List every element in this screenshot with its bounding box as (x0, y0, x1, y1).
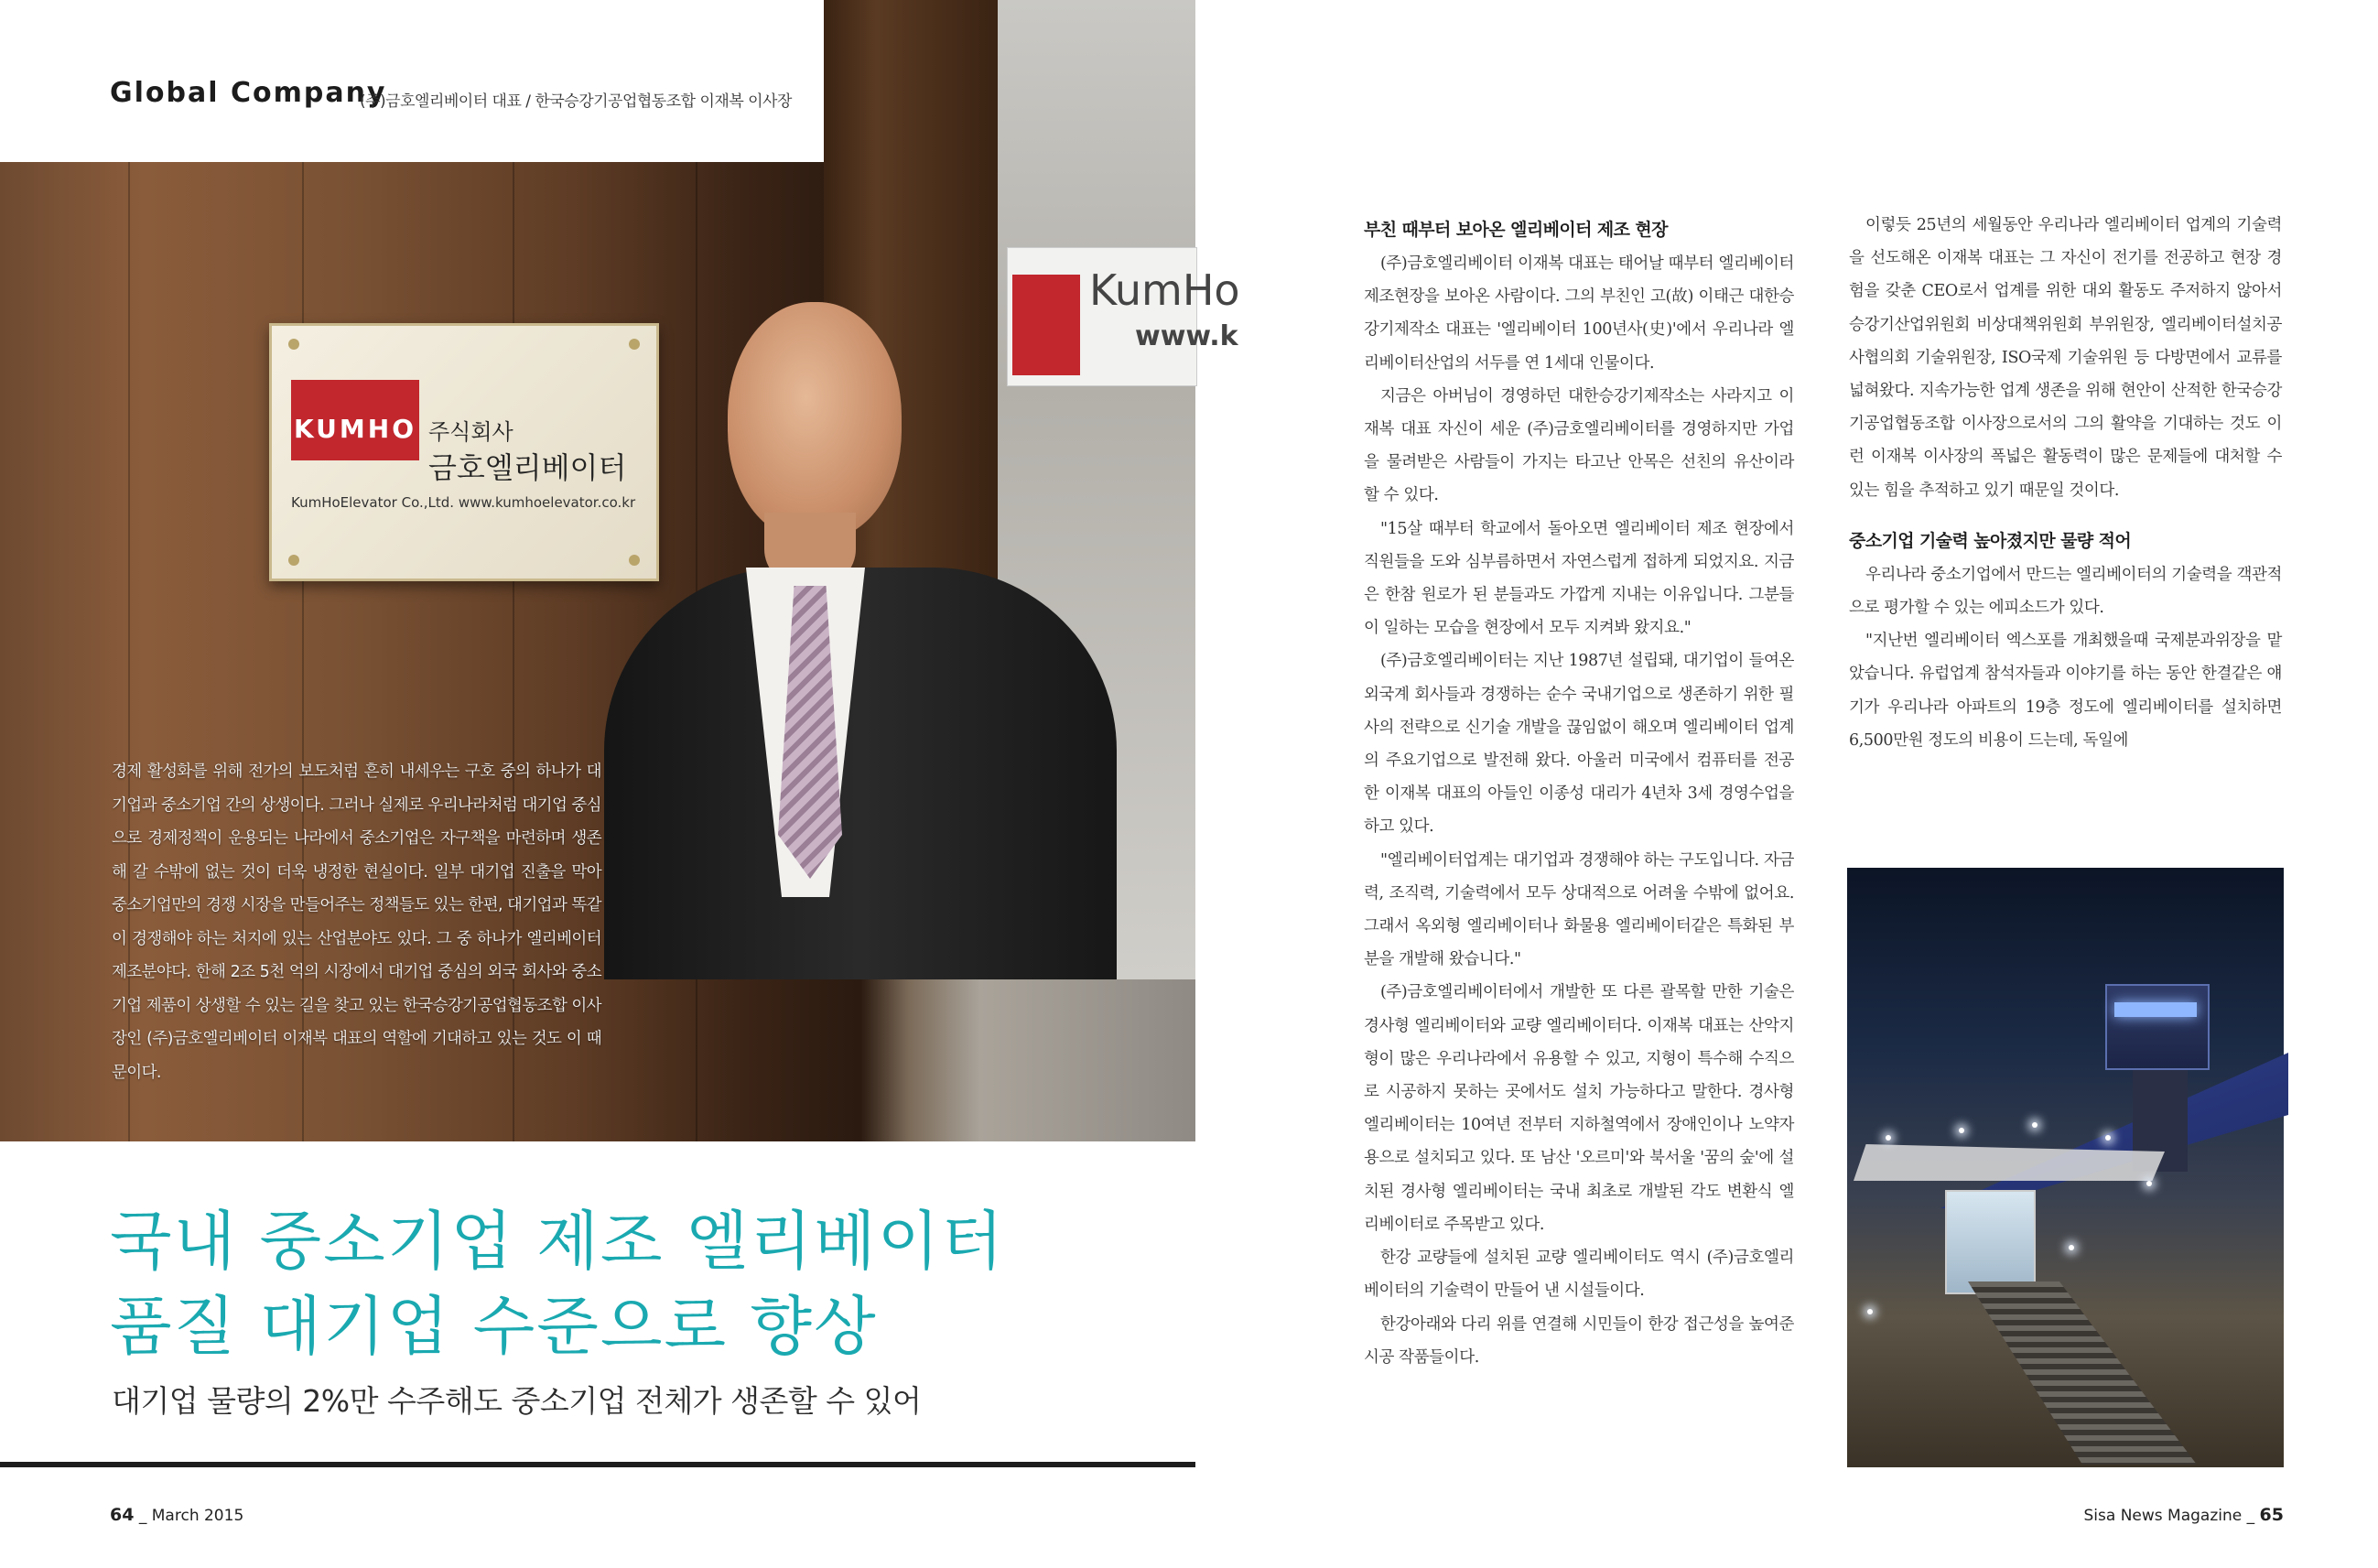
footer-separator: _ (138, 1507, 147, 1525)
paragraph: 한강아래와 다리 위를 연결해 시민들이 한강 접근성을 높여준 시공 작품들이다. (1364, 1314, 1794, 1367)
photo-tower-window (2114, 1002, 2197, 1017)
section-label: Global Company (110, 77, 387, 109)
plaque-logo: KUMHO (291, 414, 419, 444)
footer-separator: _ (2246, 1507, 2255, 1525)
bottom-rule (0, 1462, 1195, 1467)
lamp-icon (1867, 1309, 1873, 1314)
paragraph: 우리나라 중소기업에서 만드는 엘리베이터의 기술력을 객관적으로 평가할 수 있는 에피소드가 있다. (1849, 565, 2282, 618)
headline-line-2: 품질 대기업 수준으로 향상 (110, 1289, 878, 1364)
paragraph: 한강 교량들에 설치된 교량 엘리베이터도 역시 (주)금호엘리베이터의 기술력이 만들어 낸 시설들이다. (1364, 1249, 1794, 1301)
paragraph: "지난번 엘리베이터 엑스포를 개최했을때 국제분과위장을 맡았습니다. 유럽업계 참석자들과 이야기를 하는 동안 한결같은 얘기가 우리나라 아파트의 19층 정도에 엘리베이터를 설치하면 6,500만원 정도의 비용이 드는데, 독일에 (1849, 632, 2282, 750)
photo-tower (2105, 984, 2210, 1070)
paragraph: 이렇듯 25년의 세월동안 우리나라 엘리베이터 업계의 기술력을 선도해온 이재복 대표는 그 자신이 전기를 전공하고 현장 경험을 갖춘 CEO로서 업계를 위한 대외 활동도 주저하지 않아서 승강기산업위원회 비상대책위원회 부위원장, 엘리베이터설치공사협의회 기술위원장, ISO국제 기술위원 등 다방면에서 교류를 넓혀왔다. 지속가능한 업계 생존을 위해 현안이 산적한 한국승강기공업협동조합 이사장으로서의 그의 활약을 기대하는 것도 이런 이재복 이사장의 폭넓은 활동력이 많은 문제들에 대처할 수 있는 힘을 추적하고 있기 때문일 것이다. (1849, 216, 2282, 500)
lamp-icon (1886, 1135, 1891, 1141)
paragraph: (주)금호엘리베이터는 지난 1987년 설립돼, 대기업이 들여온 외국계 회사들과 경쟁하는 순수 국내기업으로 생존하기 위한 필사의 전략으로 신기술 개발을 끊임없이 해오며 엘리베이터 업계의 주요기업으로 발전해 왔다. 아울러 미국에서 컴퓨터를 전공한 이재복 대표의 아들인 이종성 대리가 4년차 3세 경영수업을 하고 있다. (1364, 652, 1794, 837)
glass-sign-url: www.k (1135, 320, 1238, 352)
screw-icon (629, 555, 640, 566)
glass-sign-text: KumHo (1089, 265, 1240, 315)
page-number-right: 65 (2259, 1505, 2284, 1525)
glass-sign-logo (1012, 275, 1080, 375)
body-column-2 (1849, 209, 2282, 757)
paragraph: (주)금호엘리베이터에서 개발한 또 다른 괄목할 만한 기술은 경사형 엘리베이터와 교량 엘리베이터다. 이재복 대표는 산악지형이 많은 우리나라에서 유용할 수 있고, 지형이 특수해 수직으로 시공하지 못하는 곳에서도 설치 가능하다고 말한다. 경사형 엘리베이터는 10여년 전부터 지하철역에서 장애인이나 노약자용으로 설치되고 있다. 또 남산 '오르미'와 북서울 '꿈의 숲'에 설치된 경사형 엘리베이터는 국내 최초로 개발된 각도 변환식 엘리베이터로 주목받고 있다. (1364, 983, 1794, 1234)
page-number-left: 64 (110, 1505, 135, 1525)
lamp-icon (2146, 1181, 2152, 1186)
paragraph: 지금은 아버님이 경영하던 대한승강기제작소는 사라지고 이재복 대표 자신이 세운 (주)금호엘리베이터를 경영하지만 가업을 물려받은 사람들이 가지는 타고난 안목은 선친의 유산이라 할 수 있다. (1364, 386, 1794, 505)
body-column-1 (1364, 212, 1794, 1374)
footer-right (2084, 1505, 2284, 1525)
photo-elevator-cabin (1945, 1190, 2036, 1294)
plaque-company-name: 금호엘리베이터 (428, 450, 627, 485)
lamp-icon (2069, 1245, 2074, 1250)
paragraph: (주)금호엘리베이터 이재복 대표는 태어날 때부터 엘리베이터 제조현장을 보아온 사람이다. 그의 부친인 고(故) 이태근 대한승강기제작소 대표는 '엘리베이터 100년사(史)'에서 우리나라 엘리베이터산업의 서두를 연 1세대 인물이다. (1364, 254, 1795, 373)
subheadline: 대기업 물량의 2%만 수주해도 중소기업 전체가 생존할 수 있어 (112, 1383, 922, 1419)
screw-icon (288, 555, 299, 566)
lamp-icon (2105, 1135, 2111, 1141)
paragraph: "엘리베이터업계는 대기업과 경쟁해야 하는 구도입니다. 자금력, 조직력, 기술력에서 모두 상대적으로 어려울 수밖에 없어요. 그래서 옥외형 엘리베이터나 화물용 엘리베이터같은 특화된 부분을 개발해 왔습니다." (1364, 850, 1794, 969)
screw-icon (629, 339, 640, 350)
paragraph: "15살 때부터 학교에서 돌아오면 엘리베이터 제조 현장에서 직원들을 도와 심부름하면서 자연스럽게 접하게 되었지요. 지금은 한참 원로가 된 분들과도 가깝게 지내는 이유입니다. 그분들이 일하는 모습을 현장에서 모두 지켜봐 왔지요." (1364, 519, 1794, 638)
plaque-url: KumHoElevator Co.,Ltd. www.kumhoelevator.co.kr (291, 494, 636, 511)
headline-line-1: 국내 중소기업 제조 엘리베이터 (110, 1204, 1005, 1279)
screw-icon (288, 339, 299, 350)
lamp-icon (2032, 1122, 2038, 1128)
footer-left (110, 1505, 243, 1525)
person-suit (604, 568, 1117, 979)
plaque-company-type: 주식회사 (428, 419, 513, 445)
section-heading: 중소기업 기술력 높아졌지만 물량 적어 (1849, 530, 2132, 551)
lamp-icon (1959, 1128, 1964, 1133)
person-head (728, 302, 902, 540)
section-heading: 부친 때부터 보아온 엘리베이터 제조 현장 (1364, 220, 1668, 240)
intro-text: 경제 활성화를 위해 전가의 보도처럼 흔히 내세우는 구호 중의 하나가 대기업과 중소기업 간의 상생이다. 그러나 실제로 우리나라처럼 대기업 중심으로 경제정책이 운용되는 나라에서 중소기업은 자구책을 마련하며 생존해 갈 수밖에 없는 것이 더욱 냉정한 현실이다. 일부 대기업 진출을 막아 중소기업만의 경쟁 시장을 만들어주는 정책들도 있는 한편, 대기업과 똑같이 경쟁해야 하는 처지에 있는 산업분야도 있다. 그 중 하나가 엘리베이터 제조분야다. 한해 2조 5천 억의 시장에서 대기업 중심의 외국 회사와 중소기업 제품이 상생할 수 있는 길을 찾고 있는 한국승강기공업협동조합 이사장인 (주)금호엘리베이터 이재복 대표의 역할에 기대하고 있는 것도 이 때문이다. (112, 762, 601, 1082)
issue-date: March 2015 (151, 1507, 244, 1525)
magazine-name: Sisa News Magazine (2083, 1507, 2243, 1525)
header-subtitle: (주)금호엘리베이터 대표 / 한국승강기공업협동조합 이재복 이사장 (360, 92, 792, 111)
